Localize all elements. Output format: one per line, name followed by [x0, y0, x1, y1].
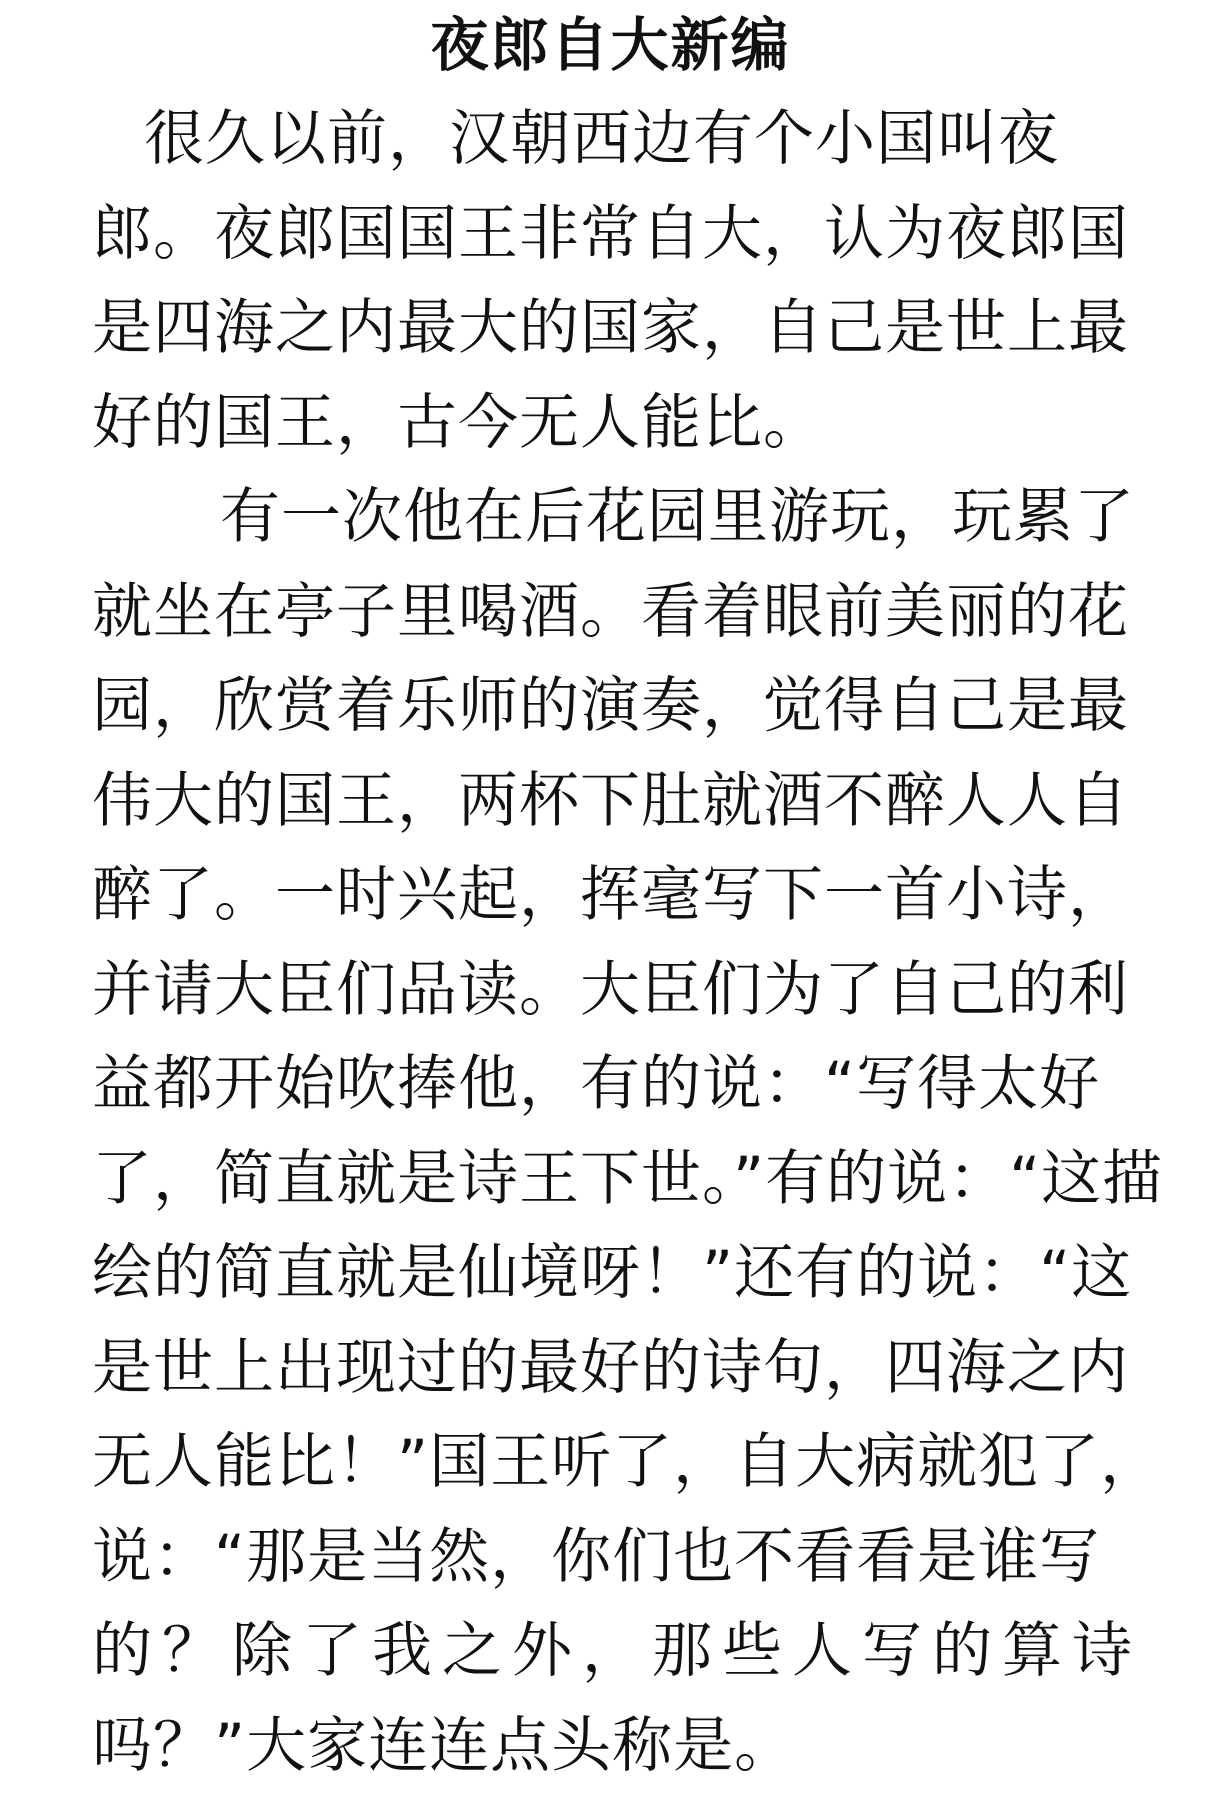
text-line: 园，欣赏着乐师的演奏，觉得自己是最 — [92, 671, 1129, 741]
text-line: 就坐在亭子里喝酒。看着眼前美丽的花 — [92, 576, 1129, 647]
text-line: 的？除了我之外，那些人写的算诗 — [92, 1616, 1142, 1686]
text-line: 绘的简直就是仙境呀！”还有的说：“这 — [92, 1238, 1133, 1308]
text-line: 是四海之内最大的国家，自己是世上最 — [92, 293, 1129, 363]
text-line: 并请大臣们品读。大臣们为了自己的利 — [92, 954, 1129, 1025]
document-body — [92, 92, 1164, 1793]
text-line: 醉了。一时兴起，挥毫写下一首小诗， — [92, 860, 1129, 930]
text-line: 伟大的国王，两杯下肚就酒不醉人人自 — [92, 765, 1129, 836]
text-line: 说：“那是当然，你们也不看看是谁写 — [92, 1521, 1101, 1592]
text-line: 无人能比！”国王听了，自大病就犯了， — [92, 1427, 1162, 1497]
text-line: 吗？”大家连连点头称是。 — [92, 1710, 796, 1781]
text-line: 了，简直就是诗王下世。”有的说：“这描 — [92, 1143, 1164, 1214]
text-line: 是世上出现过的最好的诗句，四海之内 — [92, 1332, 1129, 1403]
document-title: 夜郎自大新编 — [430, 11, 791, 79]
text-line: 有一次他在后花园里游玩，玩累了 — [220, 482, 1135, 552]
text-line: 很久以前，汉朝西边有个小国叫夜 — [144, 104, 1059, 174]
text-line: 好的国王，古今无人能比。 — [92, 387, 824, 458]
text-line: 郎。夜郎国国王非常自大，认为夜郎国 — [92, 198, 1129, 269]
text-line: 益都开始吹捧他，有的说：“写得太好 — [92, 1049, 1101, 1119]
